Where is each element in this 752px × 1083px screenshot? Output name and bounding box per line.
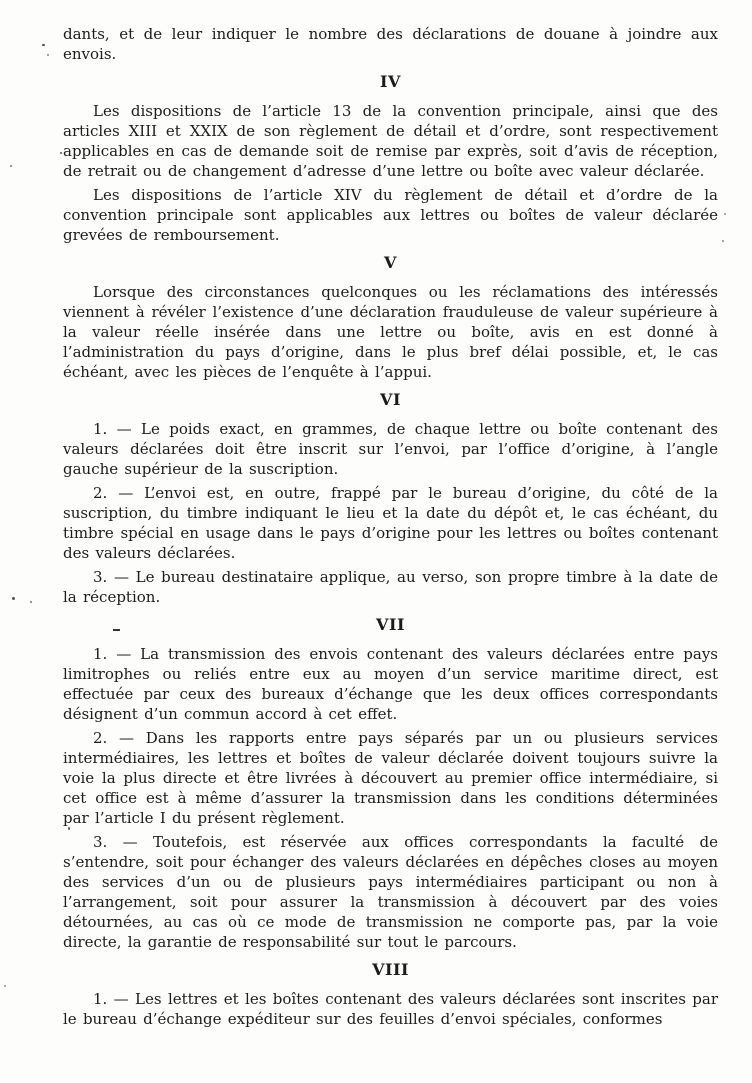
scan-speck: [42, 44, 45, 46]
scan-speck: [47, 54, 49, 56]
section-heading: V: [384, 253, 397, 272]
text-column: [63, 24, 718, 1033]
scan-speck: [4, 985, 6, 987]
paragraph: Les dispositions de l’article XIV du règlement de détail et d’ordre de la convention principale sont applicables aux lettres ou boîtes de valeur déclarée grevées de remboursement.: [63, 186, 718, 244]
section-heading: IV: [380, 72, 401, 91]
scan-speck: [722, 240, 724, 242]
paragraph: Lorsque des circonstances quelconques ou les réclamations des intéressés viennent à révéler l’existence d’une déclaration frauduleuse de valeur supérieure à la valeur réelle insérée dans une lettre ou boîte, avis en est donné à l’administration du pays d’origine, dans le plus bref délai possible, et, le cas échéant, avec les pièces de l’enquête à l’appui.: [63, 283, 718, 381]
scan-speck: [10, 165, 12, 167]
paragraph: dants, et de leur indiquer le nombre des déclarations de douane à joindre aux envois.: [63, 25, 718, 63]
scan-speck: [724, 213, 726, 215]
paragraph: 1. — La transmission des envois contenant des valeurs déclarées entre pays limitrophes ou reliés entre eux au moyen d’un service maritime direct, est effectuée par ceux des bureaux d’échange que les deux offices correspondants désignent d’un commun accord à cet effet.: [63, 645, 718, 723]
section-heading: VI: [380, 390, 401, 409]
section-heading: VII: [376, 615, 405, 634]
paragraph: 1. — Les lettres et les boîtes contenant des valeurs déclarées sont inscrites par le bureau d’échange expéditeur sur des feuilles d’envoi spéciales, conformes: [63, 990, 718, 1028]
scan-speck: [12, 597, 15, 600]
paragraph: 3. — Toutefois, est réservée aux offices correspondants la faculté de s’entendre, soit pour échanger des valeurs déclarées en dépêches closes au moyen des services d’un ou de plusieurs pays intermédiaires participant ou non à l’arrangement, soit pour assurer la transmission à découvert par des voies détournées, au cas où ce mode de transmission ne comporte pas, par la voie directe, la garantie de responsabilité sur tout le parcours.: [63, 833, 718, 951]
scan-speck: [30, 601, 32, 603]
paragraph: 3. — Le bureau destinataire applique, au verso, son propre timbre à la date de la réception.: [63, 568, 718, 606]
paragraph: 2. — Dans les rapports entre pays séparés par un ou plusieurs services intermédiaires, les lettres et boîtes de valeur déclarée doivent toujours suivre la voie la plus directe et être livrées à découvert au premier office intermédiaire, si cet office est à même d’assurer la transmission dans les conditions déterminées par l’article I du présent règlement.: [63, 729, 718, 827]
paragraph: Les dispositions de l’article 13 de la convention principale, ainsi que des articles XIII et XXIX de son règlement de détail et d’ordre, sont respectivement applicables en cas de demande soit de remise par exprès, soit d’avis de réception, de retrait ou de changement d’adresse d’une lettre ou boîte avec valeur déclarée.: [63, 102, 718, 180]
paragraph: 1. — Le poids exact, en grammes, de chaque lettre ou boîte contenant des valeurs déclarées doit être inscrit sur l’envoi, par l’office d’origine, à l’angle gauche supérieur de la suscription.: [63, 420, 718, 478]
scan-speck: [60, 152, 62, 154]
paragraph: 2. — L’envoi est, en outre, frappé par le bureau d’origine, du côté de la suscription, du timbre indiquant le lieu et la date du dépôt et, le cas échéant, du timbre spécial en usage dans le pays d’origine pour les lettres ou boîtes contenant des valeurs déclarées.: [63, 484, 718, 562]
section-heading: VIII: [372, 960, 409, 979]
